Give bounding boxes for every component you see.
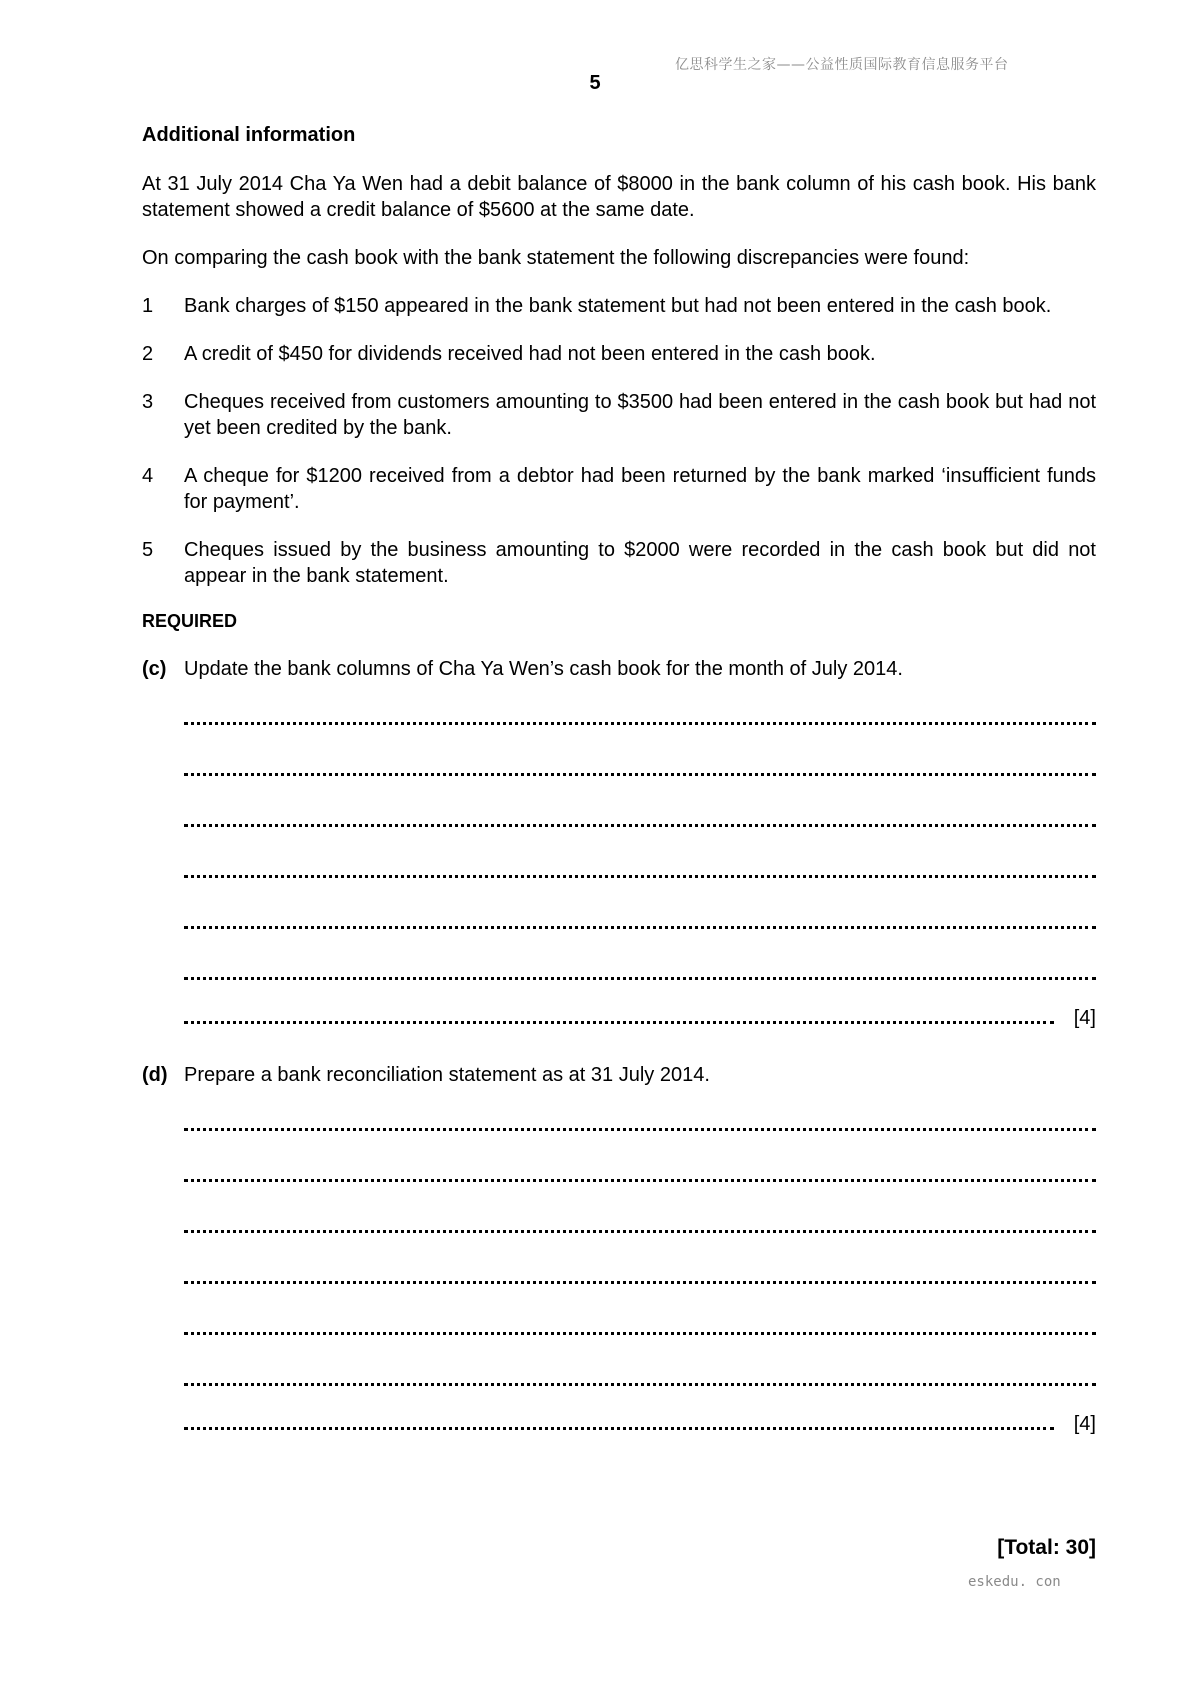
question-text: Prepare a bank reconciliation statement as at 31 July 2014.: [184, 1064, 710, 1086]
answer-line[interactable]: [184, 824, 1096, 827]
item-text: A credit of $450 for dividends received had not been entered in the cash book.: [184, 343, 876, 365]
discrepancy-item: [142, 293, 1096, 319]
answer-line[interactable]: [184, 1021, 1054, 1024]
answer-line[interactable]: [184, 773, 1096, 776]
question-d: [142, 1062, 1096, 1088]
answer-line[interactable]: [184, 1427, 1054, 1430]
page-number: 5: [589, 72, 601, 94]
answer-line[interactable]: [184, 1230, 1096, 1233]
item-number: 4: [142, 465, 154, 487]
discrepancy-item: [142, 537, 1096, 589]
item-text: A cheque for $1200 received from a debtor had been returned by the bank marked ‘insufficient funds for payment’.: [184, 465, 1096, 513]
item-number: 1: [142, 295, 154, 317]
answer-line[interactable]: [184, 1128, 1096, 1131]
answer-line[interactable]: [184, 722, 1096, 725]
answer-line[interactable]: [184, 1332, 1096, 1335]
answer-line[interactable]: [184, 1281, 1096, 1284]
total-marks: [Total: 30]: [997, 1536, 1096, 1559]
discrepancies-intro: On comparing the cash book with the bank statement the following discrepancies were found:: [142, 247, 970, 269]
item-number: 3: [142, 391, 154, 413]
answer-line[interactable]: [184, 875, 1096, 878]
item-text: Cheques received from customers amounting to $3500 had been entered in the cash book but had not yet been credited by the bank.: [184, 391, 1096, 439]
marks-c: [4]: [1073, 1007, 1096, 1029]
answer-line[interactable]: [184, 977, 1096, 980]
page-content: [142, 124, 1096, 1435]
intro-paragraph: At 31 July 2014 Cha Ya Wen had a debit balance of $8000 in the bank column of his cash book. His bank statement showed a credit balance of $5600 at the same date.: [142, 173, 1096, 221]
answer-line[interactable]: [184, 926, 1096, 929]
answer-area-d[interactable]: [184, 1088, 1096, 1435]
discrepancy-list: [142, 293, 1096, 589]
item-number: 2: [142, 343, 154, 365]
question-c: [142, 656, 1096, 682]
discrepancy-item: [142, 463, 1096, 515]
item-text: Bank charges of $150 appeared in the bank statement but had not been entered in the cash book.: [184, 295, 1052, 317]
question-text: Update the bank columns of Cha Ya Wen’s cash book for the month of July 2014.: [184, 658, 903, 680]
section-heading: Additional information: [142, 124, 356, 146]
item-text: Cheques issued by the business amounting to $2000 were recorded in the cash book but did not appear in the bank statement.: [184, 539, 1096, 587]
watermark-bottom: eskedu. con: [968, 1574, 1061, 1590]
discrepancy-item: [142, 341, 1096, 367]
question-label: (c): [142, 658, 167, 680]
question-label: (d): [142, 1064, 168, 1086]
discrepancy-item: [142, 389, 1096, 441]
required-label: REQUIRED: [142, 611, 238, 631]
marks-d: [4]: [1073, 1413, 1096, 1435]
answer-area-c[interactable]: [184, 682, 1096, 1029]
item-number: 5: [142, 539, 154, 561]
watermark-top: 亿思科学生之家——公益性质国际教育信息服务平台: [675, 57, 1009, 73]
answer-line[interactable]: [184, 1383, 1096, 1386]
answer-line[interactable]: [184, 1179, 1096, 1182]
